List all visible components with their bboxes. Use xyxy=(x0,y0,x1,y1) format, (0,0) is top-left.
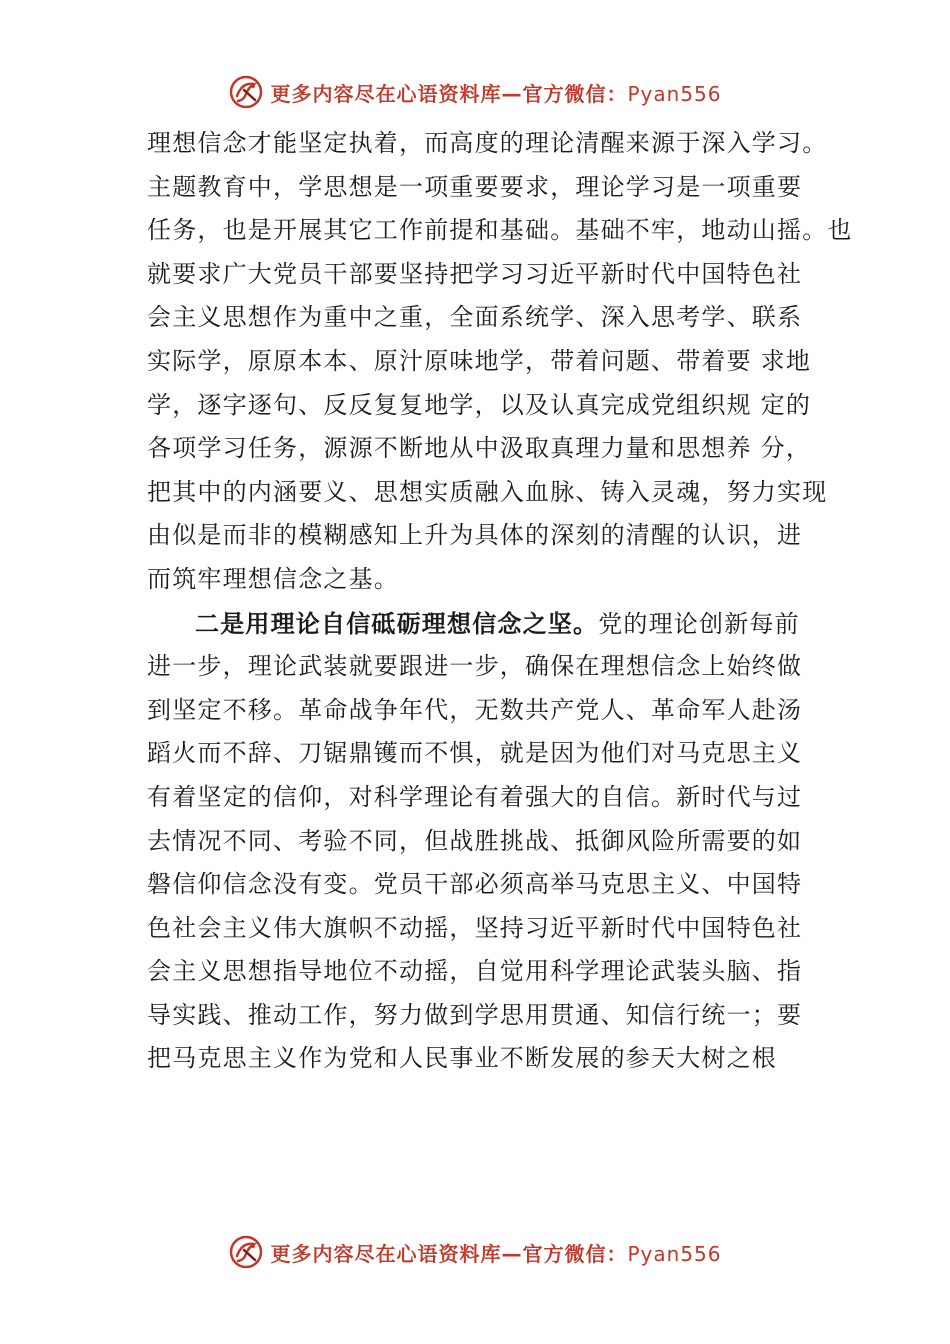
text-line: 会主义思想作为重中之重，全面系统学、深入思考学、联系 xyxy=(147,303,803,332)
xinyu-logo-icon xyxy=(228,74,264,110)
paragraph-2-heading: 二是用理论自信砥砺理想信念之坚。 xyxy=(195,608,599,638)
text-line: 学，逐字逐句、反反复复地学，以及认真完成党组织规 定的 xyxy=(147,390,812,419)
header-banner xyxy=(0,70,950,114)
text-line: 进一步，理论武装就要跟进一步，确保在理想信念上始终做 xyxy=(147,652,803,681)
text-line: 理想信念才能坚定执着，而高度的理论清醒来源于深入学习。 xyxy=(147,129,828,157)
text-line: 会主义思想指导地位不动摇，自觉用科学理论武装头脑、指 xyxy=(147,957,803,986)
header-wechat-id: Pyan556 xyxy=(627,81,722,106)
document-body xyxy=(147,122,853,1081)
header-banner-label: 更多内容尽在心语资料库—官方微信： xyxy=(270,81,628,106)
footer-wechat-id: Pyan556 xyxy=(627,1241,722,1266)
text-line: 到坚定不移。革命战争年代，无数共产党人、革命军人赴汤 xyxy=(147,695,803,724)
paragraph-2-first-rest: 党的理论创新每前 xyxy=(598,609,800,638)
text-line: 蹈火而不辞、刀锯鼎镬而不惧，就是因为他们对马克思主义 xyxy=(147,739,803,768)
text-line: 把其中的内涵要义、思想实质融入血脉、铸入灵魂，努力实现 xyxy=(147,477,828,506)
text-line: 色社会主义伟大旗帜不动摇，坚持习近平新时代中国特色社 xyxy=(147,913,803,942)
text-line: 就要求广大党员干部要坚持把学习习近平新时代中国特色社 xyxy=(147,259,803,288)
text-line: 各项学习任务，源源不断地从中汲取真理力量和思想养 分， xyxy=(147,434,812,463)
header-banner-text xyxy=(270,78,721,107)
xinyu-logo-icon xyxy=(228,1234,264,1270)
text-line: 去情况不同、考验不同，但战胜挑战、抵御风险所需要的如 xyxy=(147,826,803,855)
footer-banner-text xyxy=(270,1238,721,1267)
text-line: 由似是而非的模糊感知上升为具体的深刻的清醒的认识，进 xyxy=(147,521,803,550)
text-line: 任务，也是开展其它工作前提和基础。基础不牢，地动山摇。也 xyxy=(147,216,853,245)
footer-banner xyxy=(0,1230,950,1274)
text-line: 有着坚定的信仰，对科学理论有着强大的自信。新时代与过 xyxy=(147,782,803,811)
text-line: 导实践、推动工作，努力做到学思用贯通、知信行统一；要 xyxy=(147,1000,803,1029)
text-line: 而筑牢理想信念之基。 xyxy=(147,564,399,593)
text-line: 主题教育中，学思想是一项重要要求，理论学习是一项重要 xyxy=(147,172,803,201)
paragraph-2-first-line xyxy=(147,602,837,646)
text-line: 把马克思主义作为党和人民事业不断发展的参天大树之根 xyxy=(147,1044,777,1073)
text-line: 磐信仰信念没有变。党员干部必须高举马克思主义、中国特 xyxy=(147,870,803,899)
footer-banner-label: 更多内容尽在心语资料库—官方微信： xyxy=(270,1241,628,1266)
text-line: 实际学，原原本本、原汁原味地学，带着问题、带着要 求地 xyxy=(147,346,812,375)
